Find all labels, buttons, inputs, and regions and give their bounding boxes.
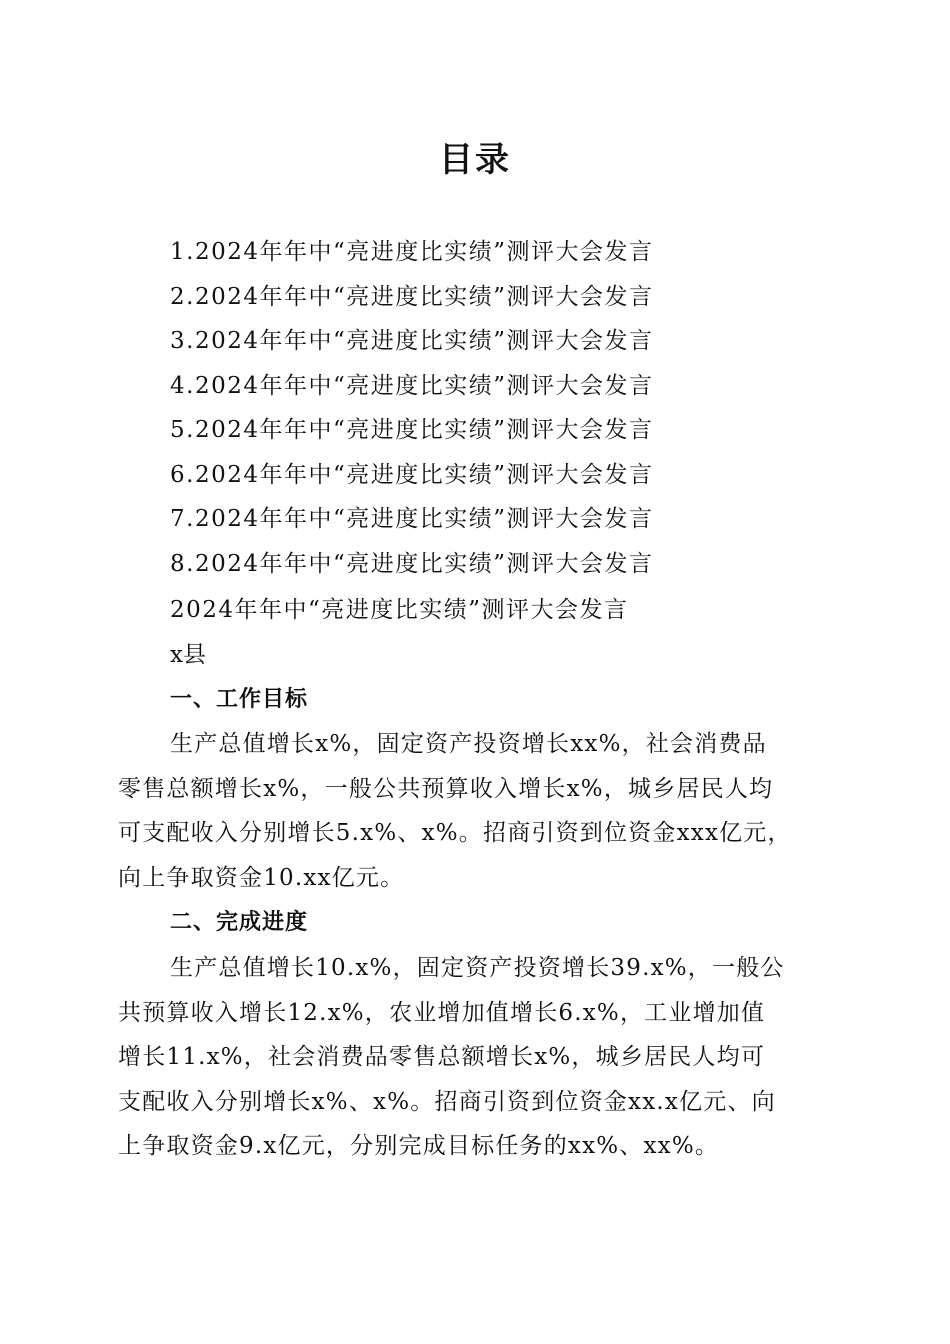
toc-item[interactable]: 4.2024年年中“亮进度比实绩”测评大会发言 — [170, 372, 654, 399]
paragraph-line: 生产总值增长x%，固定资产投资增长xx%，社会消费品 — [170, 731, 767, 757]
toc-item[interactable]: 3.2024年年中“亮进度比实绩”测评大会发言 — [170, 328, 654, 354]
paragraph-line: 增长11.x%，社会消费品零售总额增长x%，城乡居民人均可 — [118, 1044, 766, 1070]
toc-item[interactable]: 5.2024年年中“亮进度比实绩”测评大会发言 — [170, 417, 654, 443]
toc-item[interactable]: 6.2024年年中“亮进度比实绩”测评大会发言 — [170, 461, 654, 488]
toc-item[interactable]: 8.2024年年中“亮进度比实绩”测评大会发言 — [170, 550, 654, 577]
paragraph-line: 生产总值增长10.x%，固定资产投资增长39.x%，一般公 — [170, 955, 785, 981]
paragraph-line: 零售总额增长x%，一般公共预算收入增长x%，城乡居民人均 — [118, 775, 774, 802]
toc-title: 目录 — [439, 140, 511, 180]
paragraph-line: 向上争取资金10.xx亿元。 — [118, 864, 405, 891]
toc-item[interactable]: 1.2024年年中“亮进度比实绩”测评大会发言 — [170, 239, 654, 265]
speech-title: 2024年年中“亮进度比实绩”测评大会发言 — [170, 597, 629, 623]
section-paragraph-progress — [118, 948, 838, 1171]
paragraph-line: 上争取资金9.x亿元，分别完成目标任务的xx%、xx%。 — [118, 1133, 720, 1159]
table-of-contents — [170, 232, 770, 588]
paragraph-line: 支配收入分别增长x%、x%。招商引资到位资金xx.x亿元、向 — [118, 1088, 776, 1115]
toc-item[interactable]: 7.2024年年中“亮进度比实绩”测评大会发言 — [170, 506, 654, 532]
author-line: x县 — [170, 642, 206, 668]
paragraph-line: 可支配收入分别增长5.x%、x%。招商引资到位资金xxx亿元， — [118, 820, 792, 846]
section-heading-goals: 一、工作目标 — [170, 687, 309, 712]
section-paragraph-goals — [118, 724, 838, 902]
section-heading-progress: 二、完成进度 — [170, 910, 309, 935]
toc-item[interactable]: 2.2024年年中“亮进度比实绩”测评大会发言 — [170, 283, 654, 310]
paragraph-line: 共预算收入增长12.x%，农业增加值增长6.x%，工业增加值 — [118, 999, 766, 1026]
